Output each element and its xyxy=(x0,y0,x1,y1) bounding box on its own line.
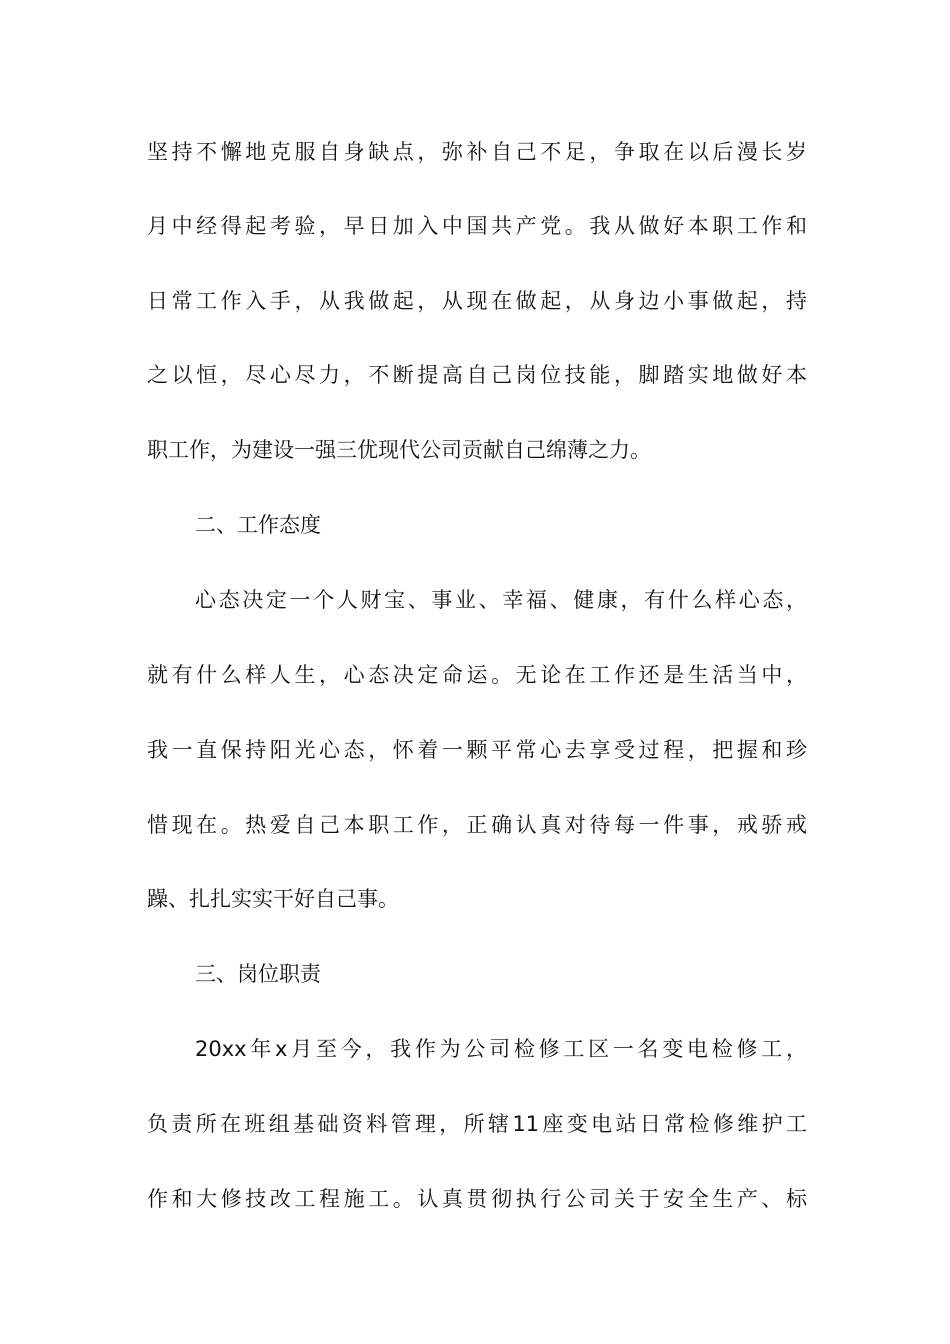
section-heading-attitude: 二、工作态度 xyxy=(195,513,321,537)
section-heading-duties: 三、岗位职责 xyxy=(195,962,321,986)
body-line: 坚持不懈地克服自身缺点，弥补自己不足，争取在以后漫长岁 xyxy=(147,140,807,164)
body-line: 作和大修技改工程施工。认真贯彻执行公司关于安全生产、标 xyxy=(147,1187,807,1211)
body-line: 我一直保持阳光心态，怀着一颗平常心去享受过程，把握和珍 xyxy=(147,738,807,762)
paragraph-first-line: 20xx年x月至今，我作为公司检修工区一名变电检修工， xyxy=(195,1037,807,1061)
body-line: 负责所在班组基础资料管理，所辖11座变电站日常检修维护工 xyxy=(147,1112,807,1136)
body-line: 职工作，为建设一强三优现代公司贡献自己绵薄之力。 xyxy=(147,438,651,462)
body-line: 日常工作入手，从我做起，从现在做起，从身边小事做起，持 xyxy=(147,289,807,313)
body-line: 躁、扎扎实实干好自己事。 xyxy=(147,887,399,911)
body-line: 月中经得起考验，早日加入中国共产党。我从做好本职工作和 xyxy=(147,214,807,238)
body-line: 之以恒，尽心尽力，不断提高自己岗位技能，脚踏实地做好本 xyxy=(147,363,807,387)
body-line: 就有什么样人生，心态决定命运。无论在工作还是生活当中， xyxy=(147,663,807,687)
paragraph-first-line: 心态决定一个人财宝、事业、幸福、健康，有什么样心态， xyxy=(195,588,807,612)
body-line: 惜现在。热爱自己本职工作，正确认真对待每一件事，戒骄戒 xyxy=(147,813,807,837)
